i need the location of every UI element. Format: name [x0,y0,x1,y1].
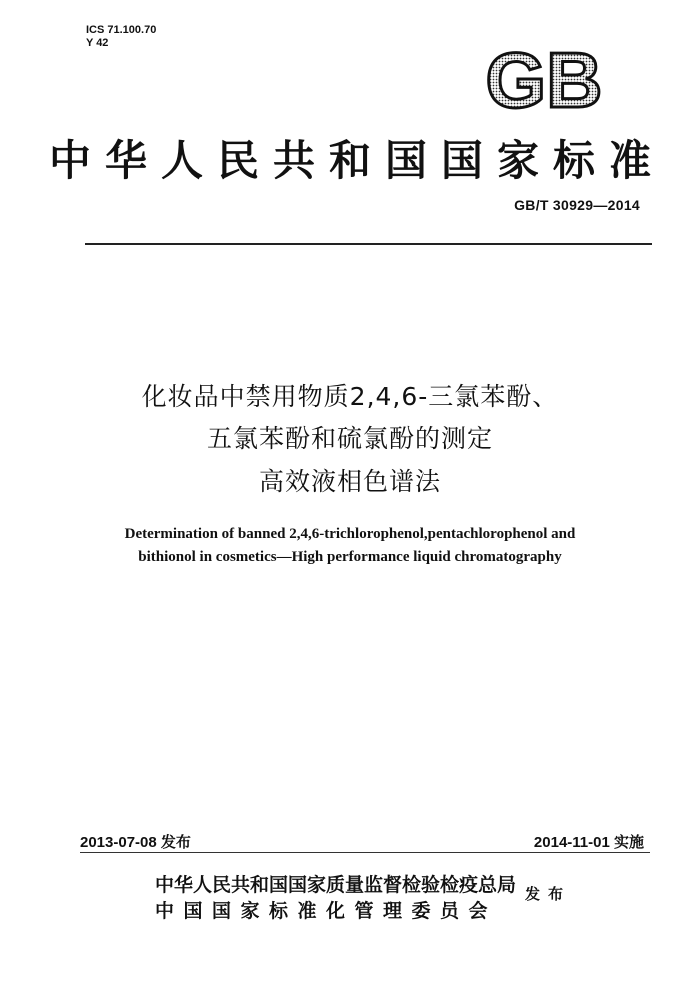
implementation-date: 2014-11-01 实施 [533,834,644,851]
gb-logo-text: GB [485,45,603,111]
ccs-code: Y 42 [86,37,109,49]
publish-label: 发布 [525,885,572,903]
title-en-line-2: bithionol in cosmetics—High performance liquid chromatography [138,549,562,565]
title-cn-line-3: 高效液相色谱法 [258,467,441,496]
issue-date: 2013-07-08 发布 [80,834,191,851]
standard-title: 中华人民共和国国家标准 [48,136,665,185]
ics-code: ICS 71.100.70 [86,24,157,36]
standard-number: GB/T 30929—2014 [514,197,640,213]
issuer-sac: 中国国家标准化管理委员会 [155,900,498,922]
header-divider [85,243,652,245]
classification-codes [86,24,156,50]
gb-logo-icon [474,45,614,111]
title-en-line-1: Determination of banned 2,4,6-trichlorophenol,pentachlorophenol and [124,526,576,542]
footer-divider [80,852,650,853]
title-cn-line-1: 化妆品中禁用物质2,4,6-三氯苯酚、 [141,382,559,411]
issuer-aqsiq: 中华人民共和国国家质量监督检验检疫总局 [155,874,517,896]
title-cn-line-2: 五氯苯酚和硫氯酚的测定 [206,424,493,453]
gb-logo [474,45,614,111]
